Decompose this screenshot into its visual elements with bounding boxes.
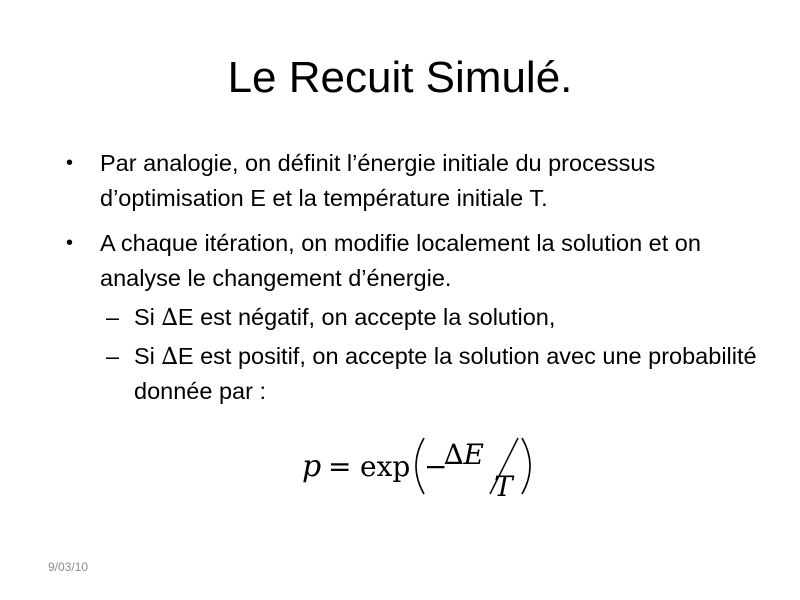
- formula-equals: =: [328, 450, 352, 483]
- delta-symbol: ∆: [161, 342, 178, 370]
- sub-bullet-prefix: Si: [134, 304, 162, 330]
- sub-bullet-item: [66, 339, 786, 409]
- delta-symbol: ∆: [161, 303, 178, 331]
- right-paren: [522, 438, 530, 494]
- probability-formula: [300, 432, 540, 502]
- sub-bullet-prefix: Si: [134, 343, 162, 369]
- slide-date: 9/03/10: [48, 560, 89, 574]
- slide-content: [66, 146, 786, 409]
- formula-denominator: T: [494, 470, 513, 502]
- sub-bullet-text: E est positif, on accepte la solution avec une probabilité donnée par :: [134, 343, 757, 404]
- bullet-item: [66, 226, 786, 296]
- bullet-text: Par analogie, on définit l’énergie initiale du processus d’optimisation E et la température initiale T.: [100, 150, 656, 211]
- formula-exp: exp: [360, 450, 411, 483]
- sub-bullet-item: [66, 300, 786, 335]
- bullet-item: [66, 146, 786, 216]
- dash-icon: –: [106, 343, 120, 369]
- formula-numerator: ∆E: [444, 438, 484, 471]
- sub-bullet-text: E est négatif, on accepte la solution,: [177, 304, 556, 330]
- formula-minus: −: [424, 450, 448, 483]
- bullet-text: A chaque itération, on modifie localement la solution et on analyse le changement d’énergie.: [100, 230, 701, 291]
- bullet-icon: •: [66, 232, 74, 254]
- left-paren: [416, 438, 424, 494]
- slide-title: Le Recuit Simulé.: [227, 53, 573, 102]
- bullet-icon: •: [66, 152, 74, 174]
- formula-p: p: [302, 449, 322, 484]
- dash-icon: –: [106, 304, 120, 330]
